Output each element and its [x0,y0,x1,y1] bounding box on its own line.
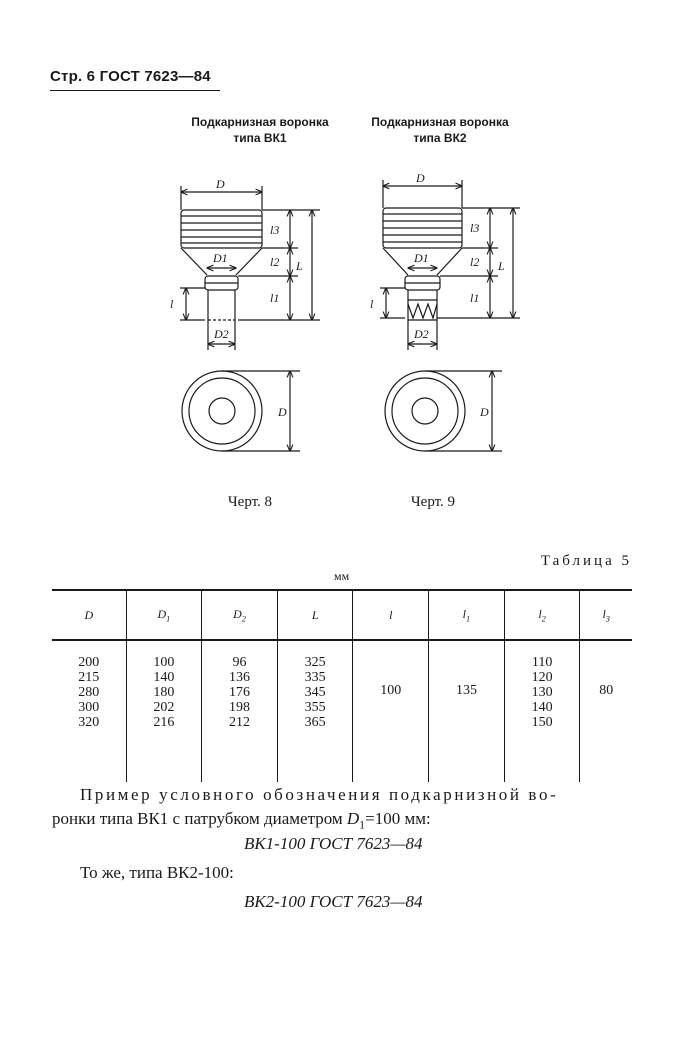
figure-9-title-line2: типа ВК2 [413,131,467,145]
fig9-plan-label-D: D [480,405,489,419]
designation-vk1: ВК1-100 ГОСТ 7623—84 [244,834,423,853]
col-header-l: l [353,590,429,640]
example-line-1: Пример условного обозначения подкарнизной во- [80,785,559,804]
fig9-label-D2: D2 [414,327,429,341]
fig8-label-D: D [216,177,225,191]
cell-l-value: 100 [353,640,429,782]
fig9-label-l: l [370,297,374,311]
fig8-label-l3: l3 [270,223,280,237]
cell-L-values: 325 335 345 355 365 [277,640,353,782]
fig9-label-L: L [498,259,505,273]
col-header-L: L [277,590,353,640]
col-header-D2: $D_2$ [202,590,278,640]
fig8-label-D1: D1 [213,251,228,265]
table-header-row [52,590,632,640]
fig8-label-D2: D2 [214,327,229,341]
example-line-2: ронки типа ВК1 с патрубком диаметром $D_1=100$ мм: [52,809,431,832]
fig9-label-l2: l2 [470,255,480,269]
cell-D2-values: 96 136 176 198 212 [202,640,278,782]
col-header-l2: $l_2$ [504,590,580,640]
col-header-l3: $l_3$ [580,590,632,640]
table-units: мм [334,569,350,583]
cell-D-values: 200 215 280 300 320 [78,655,100,730]
cell-l2-values: 110 120 130 140 150 [504,640,580,782]
same-for-vk2-text: То же, типа ВК2-100: [80,863,234,882]
fig9-label-D1: D1 [414,251,429,265]
figure-8-title-line1: Подкарнизная воронка [191,115,329,129]
fig8-label-l: l [170,297,174,311]
fig8-label-l1: l1 [270,291,280,305]
fig8-label-L: L [296,259,303,273]
table-row [52,640,632,782]
figure-8-dimension-labels [170,177,303,341]
fig9-label-l1: l1 [470,291,480,305]
spec-table [52,589,632,782]
fig9-label-l3: l3 [470,221,480,235]
designation-vk2: ВК2-100 ГОСТ 7623—84 [244,892,423,911]
cell-l3-value: 80 [580,640,632,782]
page-header: Стр. 6 ГОСТ 7623—84 [50,68,211,85]
figure-9-title-line1: Подкарнизная воронка [371,115,509,129]
cell-D1-values: 100 140 180 202 216 [126,640,202,782]
fig8-label-l2: l2 [270,255,280,269]
cell-l1-value: 135 [429,640,505,782]
figure-9-caption: Черт. 9 [410,494,456,510]
fig9-label-D: D [416,171,425,185]
col-header-D1: $D_1$ [126,590,202,640]
col-header-D: D [52,590,126,640]
table-label: Таблица 5 [540,553,632,569]
figure-8-title-line2: типа ВК1 [233,131,287,145]
fig8-plan-label-D: D [278,405,287,419]
col-header-l1: $l_1$ [429,590,505,640]
technical-drawings [0,0,700,520]
figure-8-caption: Черт. 8 [227,494,273,510]
